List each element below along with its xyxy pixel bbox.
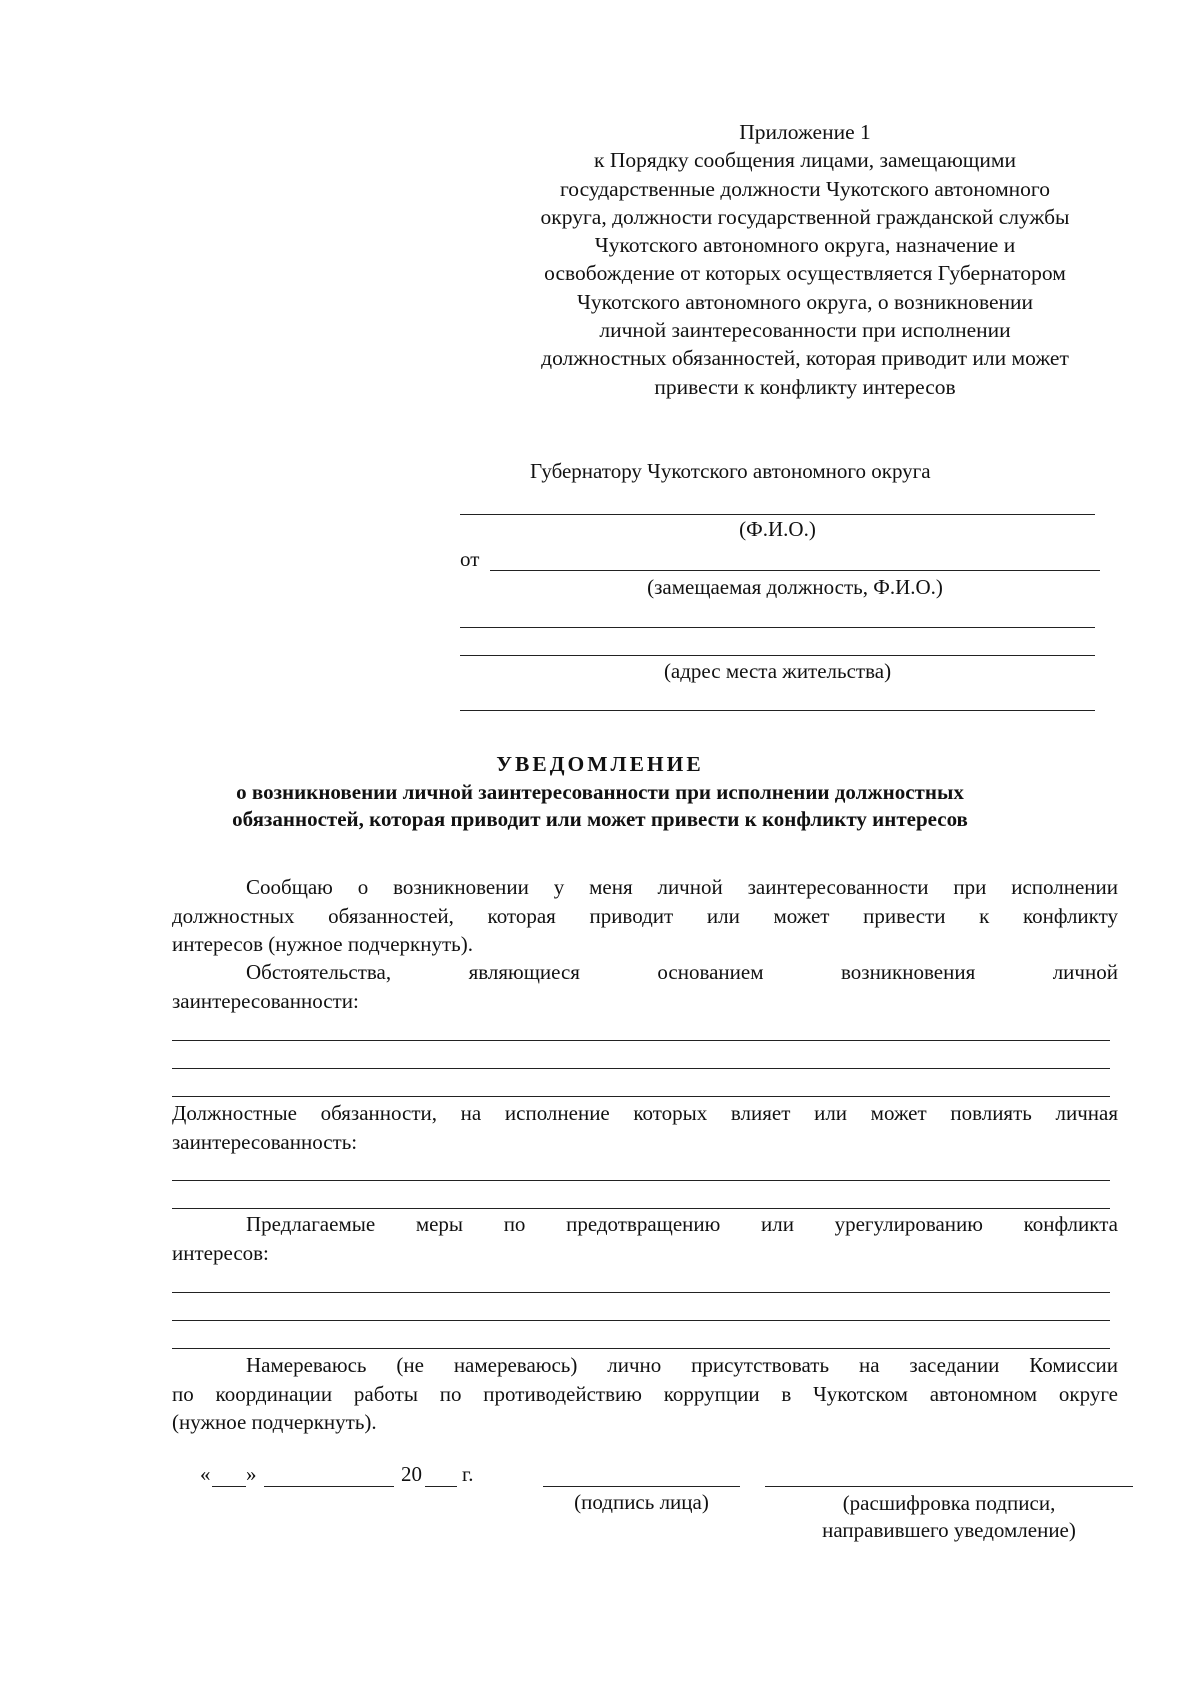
date-day-line[interactable] [212, 1486, 246, 1487]
annex-line: Чукотского автономного округа, назначение и [594, 233, 1016, 258]
paragraph-intention [172, 1351, 1118, 1437]
measures-line[interactable] [172, 1292, 1110, 1293]
word: предотвращению [566, 1212, 721, 1236]
from-label: от [460, 547, 480, 571]
paragraph-measures [172, 1210, 1118, 1267]
paragraph-report [172, 873, 1118, 959]
annex-line: личной заинтересованности при исполнении [599, 318, 1011, 343]
position-label: (замещаемая должность, Ф.И.О.) [647, 575, 943, 599]
annex-line: освобождение от которых осуществляется Губернатором [544, 261, 1066, 286]
paragraph-line: по координации работы по противодействию коррупции в Чукотском автономном округе [172, 1381, 1118, 1406]
paragraph-line: должностных обязанностей, которая приводит или может привести к конфликту [172, 903, 1118, 928]
address-label: (адрес места жительства) [663, 659, 892, 683]
circumstances-line[interactable] [172, 1040, 1110, 1041]
sender-address-line[interactable] [460, 655, 1095, 656]
annex-line: округа, должности государственной гражданской службы [540, 204, 1070, 229]
annex-line: к Порядку сообщения лицами, замещающими [594, 148, 1016, 173]
word: Обстоятельства, [246, 960, 392, 984]
word: меры [415, 1212, 464, 1236]
annex-header [500, 118, 1110, 401]
word: возникновения [841, 960, 976, 984]
signature-line[interactable] [543, 1486, 740, 1487]
duties-line[interactable] [172, 1180, 1110, 1181]
annex-line: должностных обязанностей, которая приводит или может [541, 346, 1069, 371]
annex-line: Чукотского автономного округа, о возникновении [576, 289, 1034, 314]
paragraph-line: заинтересованность: [172, 1129, 358, 1154]
date-open-quote: « [200, 1462, 211, 1486]
signature-decode-line[interactable] [765, 1486, 1133, 1487]
date-year-line[interactable] [425, 1486, 457, 1487]
paragraph-line: Намереваюсь (не намереваюсь) лично присутствовать на заседании Комиссии [246, 1353, 1118, 1377]
measures-line[interactable] [172, 1348, 1110, 1349]
word: или [760, 1212, 794, 1236]
paragraph-duties [172, 1099, 1118, 1156]
word: Предлагаемые [246, 1212, 376, 1236]
paragraph-line: заинтересованности: [172, 988, 359, 1013]
measures-line[interactable] [172, 1320, 1110, 1321]
circumstances-line[interactable] [172, 1068, 1110, 1069]
word: урегулированию [834, 1212, 983, 1236]
paragraph-circumstances [172, 958, 1118, 1015]
paragraph-line [172, 958, 1118, 987]
paragraph-line: интересов: [172, 1240, 269, 1265]
paragraph-line: Сообщаю о возникновении у меня личной заинтересованности при исполнении [246, 875, 1118, 899]
signature-label: (подпись лица) [574, 1490, 709, 1514]
word: по [503, 1212, 526, 1236]
paragraph-line: (нужное подчеркнуть). [172, 1410, 377, 1434]
recipient-fio-line[interactable] [460, 514, 1095, 515]
decode-label-line: (расшифровка подписи, [842, 1491, 1056, 1515]
recipient-text: Губернатору Чукотского автономного округа [530, 459, 931, 483]
year-suffix: г. [462, 1462, 474, 1486]
signature-decode-label [765, 1490, 1133, 1544]
fio-label: (Ф.И.О.) [739, 517, 816, 541]
decode-label-line: направившего уведомление) [822, 1518, 1076, 1542]
paragraph-line: Должностные обязанности, на исполнение которых влияет или может повлиять личная [172, 1101, 1118, 1125]
annex-line: Приложение 1 [739, 120, 871, 144]
notice-subtitle-line2: обязанностей, которая приводит или может привести к конфликту интересов [232, 807, 968, 831]
word: являющиеся [468, 960, 580, 984]
address-extra-line[interactable] [460, 710, 1095, 711]
word: личной [1052, 960, 1118, 984]
annex-line: привести к конфликту интересов [654, 374, 956, 399]
circumstances-line[interactable] [172, 1096, 1110, 1097]
notice-title: УВЕДОМЛЕНИЕ [496, 752, 704, 776]
date-month-line[interactable] [264, 1486, 394, 1487]
annex-line: государственные должности Чукотского автономного [560, 176, 1050, 201]
sender-position-line[interactable] [490, 570, 1100, 571]
paragraph-line: интересов (нужное подчеркнуть). [172, 932, 473, 956]
paragraph-line [172, 1210, 1118, 1239]
date-close-quote: » [246, 1462, 257, 1486]
duties-line[interactable] [172, 1208, 1110, 1209]
year-prefix: 20 [401, 1462, 422, 1486]
word: конфликта [1023, 1212, 1118, 1236]
notice-subtitle-line1: о возникновении личной заинтересованности при исполнении должностных [236, 780, 964, 804]
word: основанием [657, 960, 764, 984]
sender-extra-line[interactable] [460, 627, 1095, 628]
